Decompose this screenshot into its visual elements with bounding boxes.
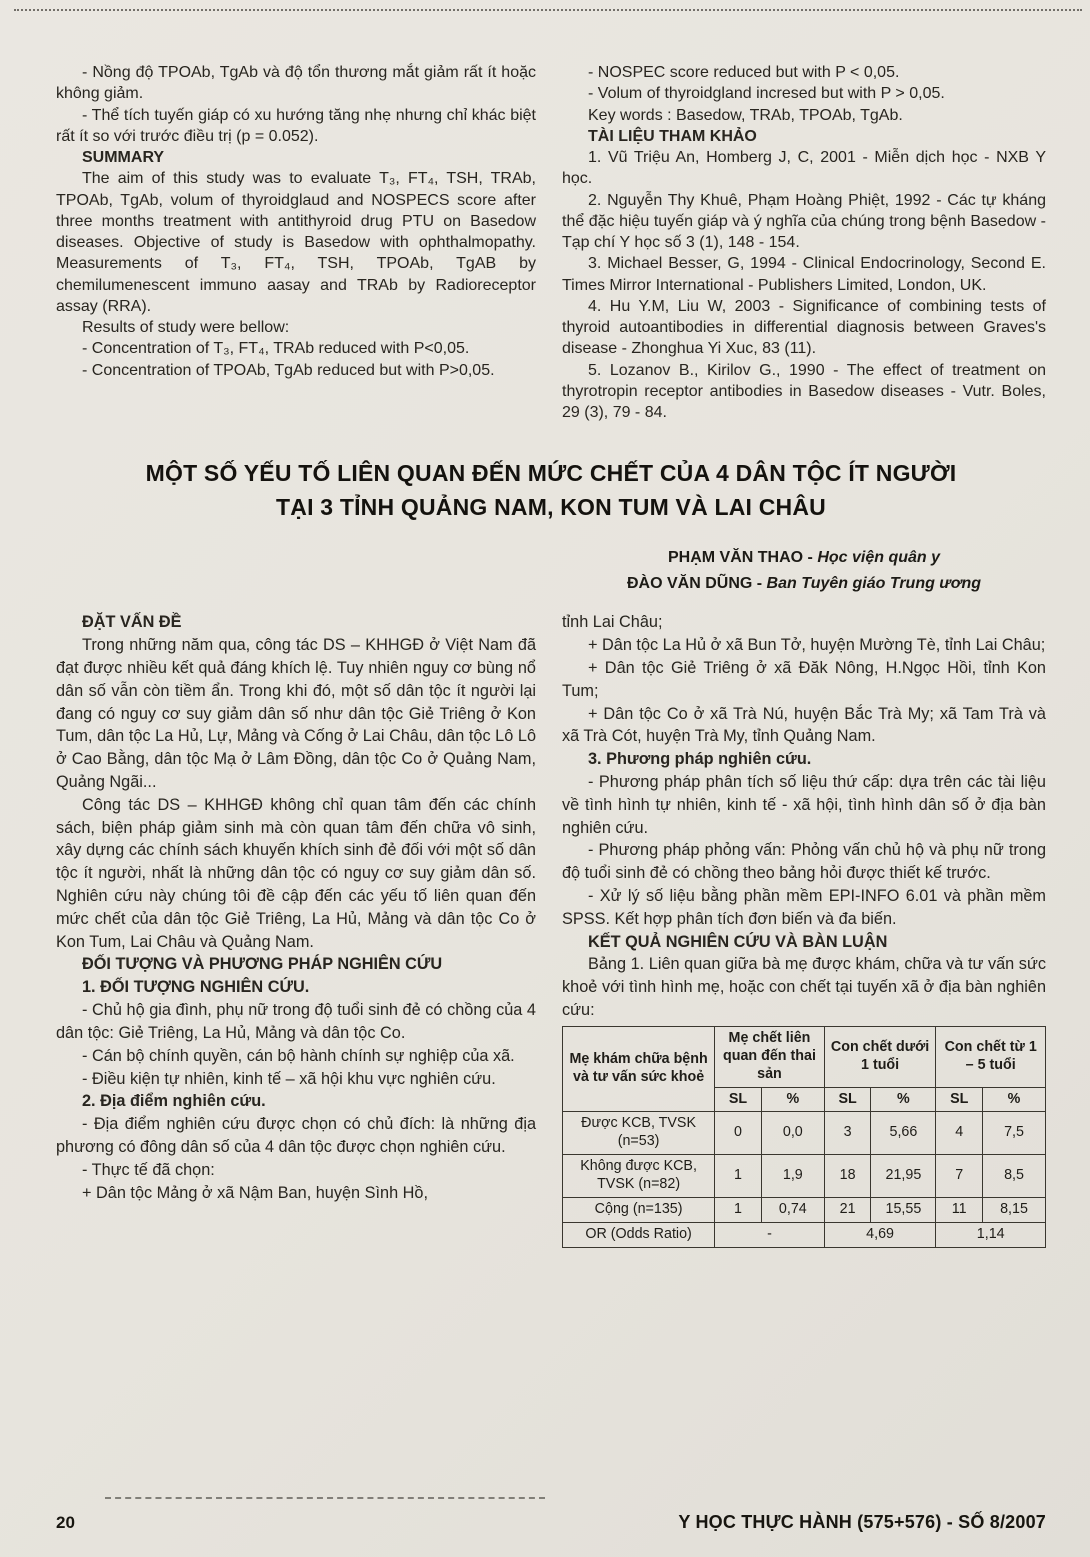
article-left-column xyxy=(56,611,536,1247)
author-name: ĐÀO VĂN DŨNG xyxy=(626,574,753,592)
summary-paragraph: The aim of this study was to evaluate T₃, FT₄, TSH, TRAb, TPOAb, TgAb, volum of thyroidglaud and NOSPECS score after three months treatment with antithyroid drug PTU on Basedow diseases. Objective of study is Basedow with ophthalmopathy. Measurements of T₃, FT₄, TSH, TPOAb, TgAB by chemilumenescent immuno aasay and TRAb by Radioreceptor assay (RRA). xyxy=(56,170,536,315)
paragraph: Công tác DS – KHHGĐ không chỉ quan tâm đến các chính sách, biện pháp giảm sinh mà còn quan tâm đến chữa vô sinh, xây dựng các chính sách khuyến khích sinh đẻ đối với một số dân tộc ít người, nhất là những dân tộc có nguy cơ suy giảm dân số. Nghiên cứu này chúng tôi đề cập đến các yếu tố liên quan đến mức chết của dân tộc Giẻ Triêng, La Hủ, Mảng và dân tộc Co ở Kon Tum, Lai Châu và Quảng Nam. xyxy=(56,795,536,951)
table-subheader-cell: SL xyxy=(824,1087,871,1112)
paragraph: - Phương pháp phỏng vấn: Phỏng vấn chủ hộ và phụ nữ trong độ tuổi sinh đẻ có chồng theo bảng hỏi được thiết kế trước. xyxy=(562,841,1046,883)
subsection-heading-doi-tuong: 1. ĐỐI TƯỢNG NGHIÊN CỨU. xyxy=(82,978,310,997)
author-affiliation: Ban Tuyên giáo Trung ương xyxy=(766,574,982,592)
paragraph: - Thực tế đã chọn: xyxy=(82,1160,215,1179)
scan-artifact-top-line xyxy=(14,9,1082,11)
paragraph: - Địa điểm nghiên cứu được chọn có chủ đích: là những địa phương có đông dân số của 4 dân tộc được chọn nghiên cứu. xyxy=(56,1115,536,1156)
reference-item: 5. Lozanov B., Kirilov G., 1990 - The effect of treatment on thyrotropin receptor antibodies in Basedow diseases - Vutr. Boles, 29 (3), 79 - 84. xyxy=(562,361,1046,422)
table-cell: 8,15 xyxy=(983,1197,1046,1222)
table-cell: 7 xyxy=(936,1155,983,1198)
table-header-cell: Con chết từ 1 – 5 tuổi xyxy=(936,1026,1046,1087)
paragraph: - Xử lý số liệu bằng phần mềm EPI-INFO 6.01 và phần mềm SPSS. Kết hợp phân tích đơn biến và đa biến. xyxy=(562,887,1046,928)
paragraph: Results of study were bellow: xyxy=(82,319,290,337)
subsection-heading-phuong-phap: 3. Phương pháp nghiên cứu. xyxy=(588,750,812,769)
table-cell: 21,95 xyxy=(871,1155,936,1198)
author-separator: - xyxy=(803,548,818,566)
author-separator: - xyxy=(752,574,767,592)
table-header-cell: Con chết dưới 1 tuổi xyxy=(824,1026,936,1087)
table-row xyxy=(563,1197,1046,1222)
table-subheader-cell: SL xyxy=(715,1087,762,1112)
section-heading-ket-qua: KẾT QUẢ NGHIÊN CỨU VÀ BÀN LUẬN xyxy=(588,932,888,951)
paragraph: - Nồng độ TPOAb, TgAb và độ tổn thương mắt giảm rất ít hoặc không giảm. xyxy=(56,64,536,103)
paragraph: - Điều kiện tự nhiên, kinh tế – xã hội khu vực nghiên cứu. xyxy=(82,1069,496,1088)
table-cell: 3 xyxy=(824,1112,871,1155)
reference-item: 2. Nguyễn Thy Khuê, Phạm Hoàng Phiệt, 1992 - Các tự kháng thể đặc hiệu tuyến giáp và ý nghĩa của chúng trong bệnh Basedow - Tạp chí Y học số 3 (1), 148 - 154. xyxy=(562,191,1046,252)
table-subheader-cell: % xyxy=(761,1087,824,1112)
summary-heading: SUMMARY xyxy=(82,149,165,167)
prev-article-left-column xyxy=(56,62,536,424)
section-heading-doi-tuong-phuong-phap: ĐỐI TƯỢNG VÀ PHƯƠNG PHÁP NGHIÊN CỨU xyxy=(82,955,443,974)
table-header-cell: Mẹ khám chữa bệnh và tư vấn sức khoẻ xyxy=(563,1026,715,1111)
table-subheader-cell: SL xyxy=(936,1087,983,1112)
table-row xyxy=(563,1155,1046,1198)
paragraph: - Volum of thyroidgland incresed but with P > 0,05. xyxy=(588,85,945,103)
paragraph: + Dân tộc La Hủ ở xã Bun Tở, huyện Mường Tè, tỉnh Lai Châu; xyxy=(588,636,1046,655)
article-title-line1: MỘT SỐ YẾU TỐ LIÊN QUAN ĐẾN MỨC CHẾT CỦA 4 DÂN TỘC ÍT NGƯỜI xyxy=(145,459,957,486)
table-row-label: Cộng (n=135) xyxy=(563,1197,715,1222)
table-1 xyxy=(562,1026,1046,1248)
subsection-heading-dia-diem: 2. Địa điểm nghiên cứu. xyxy=(82,1092,266,1111)
page-content xyxy=(56,62,1046,1248)
paragraph: - Cán bộ chính quyền, cán bộ hành chính sự nghiệp của xã. xyxy=(82,1046,515,1065)
table-header-row xyxy=(563,1026,1046,1087)
table-cell: 8,5 xyxy=(983,1155,1046,1198)
page-footer xyxy=(56,1512,1046,1533)
table-cell: 1,9 xyxy=(761,1155,824,1198)
table-cell: 21 xyxy=(824,1197,871,1222)
table-cell: 4 xyxy=(936,1112,983,1155)
table-cell: 0,74 xyxy=(761,1197,824,1222)
author-name: PHẠM VĂN THAO xyxy=(667,548,804,566)
paragraph: + Dân tộc Co ở xã Trà Nú, huyện Bắc Trà My; xã Tam Trà và xã Trà Cót, huyện Trà My, tỉnh Quảng Nam. xyxy=(562,704,1046,746)
author-line xyxy=(562,571,1046,597)
paragraph: - Phương pháp phân tích số liệu thứ cấp: dựa trên các tài liệu về tình hình tự nhiên, kinh tế - xã hội, tình hình dân số ở địa bàn nghiên cứu. xyxy=(562,772,1046,837)
paragraph: - NOSPEC score reduced but with P < 0,05. xyxy=(588,64,900,81)
references-heading: TÀI LIỆU THAM KHẢO xyxy=(588,127,757,145)
article-right-column xyxy=(562,611,1046,1247)
author-line xyxy=(562,545,1046,571)
table-row xyxy=(563,1112,1046,1155)
table-cell: 18 xyxy=(824,1155,871,1198)
table-cell: 4,69 xyxy=(824,1222,936,1247)
reference-item: 4. Hu Y.M, Liu W, 2003 - Significance of combining tests of thyroid autoantibodies in differential diagnosis between Graves's disease - Zhonghua Yi Xuc, 83 (11). xyxy=(562,297,1046,358)
reference-item: 1. Vũ Triệu An, Homberg J, C, 2001 - Miễn dịch học - NXB Y học. xyxy=(562,149,1046,188)
journal-title-footer: Y HỌC THỰC HÀNH (575+576) - SỐ 8/2007 xyxy=(678,1512,1046,1532)
paragraph: Trong những năm qua, công tác DS – KHHGĐ ở Việt Nam đã đạt được nhiều kết quả đáng khích lệ. Tuy nhiên nguy cơ bùng nổ dân số vẫn còn tiềm ẩn. Trong khi đó, một số dân tộc ít người lại đang có nguy cơ suy giảm dân số như dân tộc Giẻ Triêng ở Kon Tum, dân tộc La Hủ, Lự, Mảng và Cống ở Lai Châu, dân tộc Lô Lô ở Cao Bằng, dân tộc Mạ ở Lâm Đồng, dân tộc Co ở Quảng Nam, Quảng Ngãi... xyxy=(56,636,536,791)
table-caption: Bảng 1. Liên quan giữa bà mẹ được khám, chữa và tư vấn sức khoẻ với tình hình mẹ, hoặc con chết tại tuyến xã ở địa bàn nghiên cứu: xyxy=(562,955,1046,1020)
paragraph: + Dân tộc Mảng ở xã Nậm Ban, huyện Sình Hồ, xyxy=(82,1183,428,1202)
table-cell: 15,55 xyxy=(871,1197,936,1222)
scan-artifact-footer-line xyxy=(105,1497,545,1499)
table-cell: 1,14 xyxy=(936,1222,1046,1247)
paragraph: - Thể tích tuyến giáp có xu hướng tăng nhẹ nhưng chỉ khác biệt rất ít so với trước điều trị (p = 0.052). xyxy=(56,106,536,145)
table-cell: 1 xyxy=(715,1197,762,1222)
author-affiliation: Học viện quân y xyxy=(817,548,941,566)
table-row-label: OR (Odds Ratio) xyxy=(563,1222,715,1247)
authors-block xyxy=(562,545,1046,598)
table-cell: 5,66 xyxy=(871,1112,936,1155)
paragraph-continuation: tỉnh Lai Châu; xyxy=(562,613,663,632)
table-cell: - xyxy=(715,1222,825,1247)
article-body xyxy=(56,611,1046,1247)
paragraph: - Concentration of T₃, FT₄, TRAb reduced with P<0,05. xyxy=(82,340,470,358)
article-title-line2: TẠI 3 TỈNH QUẢNG NAM, KON TUM VÀ LAI CHÂU xyxy=(276,494,826,521)
paragraph: - Concentration of TPOAb, TgAb reduced but with P>0,05. xyxy=(82,361,495,379)
table-subheader-cell: % xyxy=(871,1087,936,1112)
reference-item: 3. Michael Besser, G, 1994 - Clinical Endocrinology, Second E. Times Mirror International - Publishers Limited, London, UK. xyxy=(562,255,1046,294)
section-heading-dat-van-de: ĐẶT VẤN ĐỀ xyxy=(82,613,182,632)
table-cell: 11 xyxy=(936,1197,983,1222)
keywords-line: Key words : Basedow, TRAb, TPOAb, TgAb. xyxy=(588,106,903,124)
previous-article-section xyxy=(56,62,1046,424)
article-title xyxy=(56,456,1046,525)
table-row-label: Không được KCB, TVSK (n=82) xyxy=(563,1155,715,1198)
table-cell: 0 xyxy=(715,1112,762,1155)
table-row-label: Được KCB, TVSK (n=53) xyxy=(563,1112,715,1155)
paragraph: + Dân tộc Giẻ Triêng ở xã Đăk Nông, H.Ngọc Hồi, tỉnh Kon Tum; xyxy=(562,658,1046,700)
table-cell: 1 xyxy=(715,1155,762,1198)
page-number: 20 xyxy=(56,1513,75,1532)
table-subheader-cell: % xyxy=(983,1087,1046,1112)
paragraph: - Chủ hộ gia đình, phụ nữ trong độ tuổi sinh đẻ có chồng của 4 dân tộc: Giẻ Triêng, La Hủ, Mảng và dân tộc Co. xyxy=(56,1001,536,1042)
table-cell: 0,0 xyxy=(761,1112,824,1155)
table-row-odds-ratio xyxy=(563,1222,1046,1247)
prev-article-right-column xyxy=(562,62,1046,424)
table-header-cell: Mẹ chết liên quan đến thai sản xyxy=(715,1026,825,1087)
table-cell: 7,5 xyxy=(983,1112,1046,1155)
